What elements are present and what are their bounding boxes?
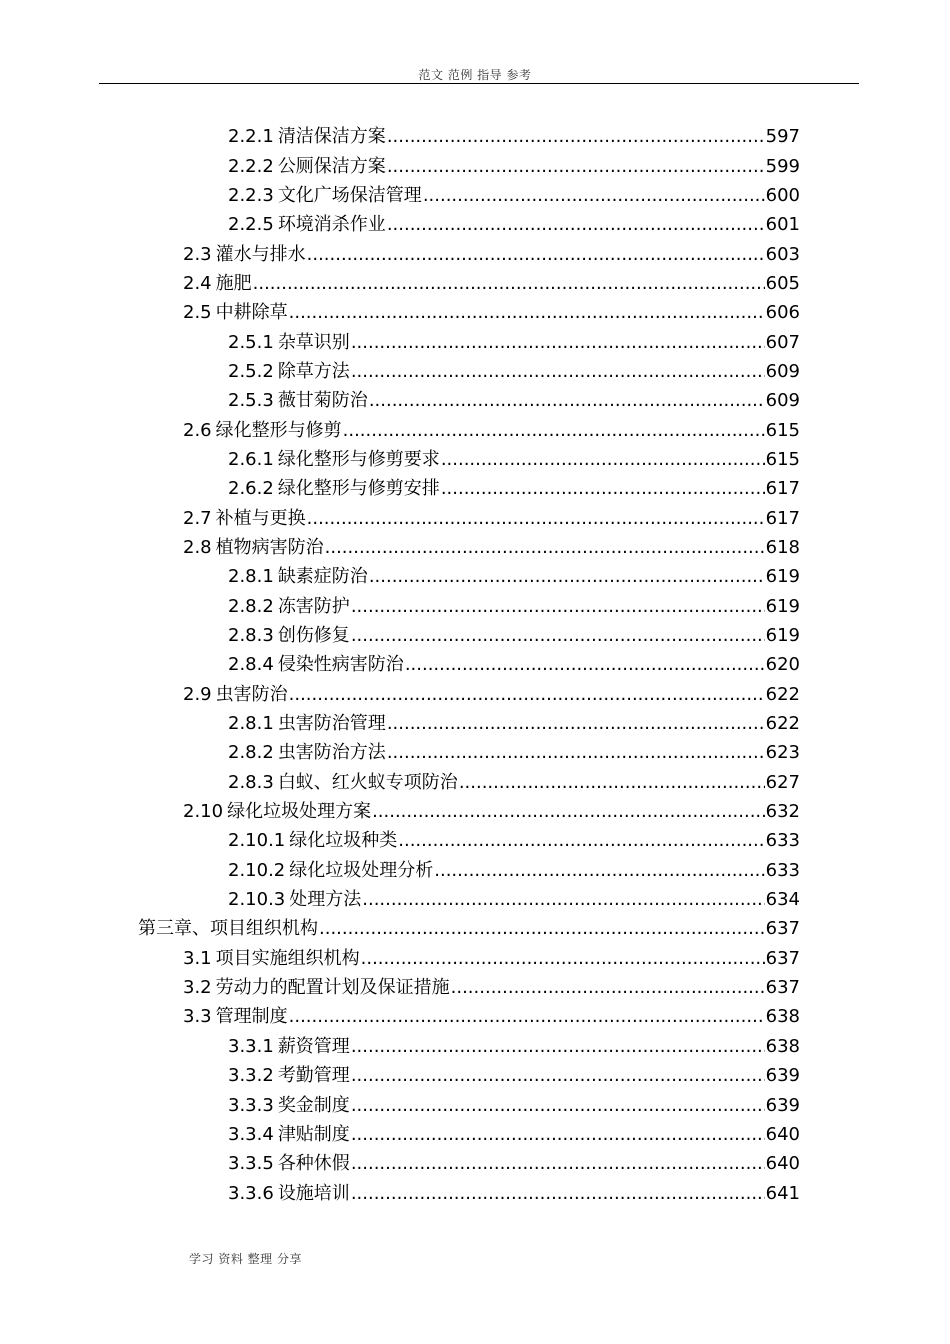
toc-entry-page-number: 627	[765, 771, 800, 793]
toc-entry-title: 项目实施组织机构	[215, 947, 360, 969]
toc-entry-page-number: 620	[765, 654, 800, 676]
toc-entry-number: 2.3	[183, 243, 212, 265]
toc-entry-number: 2.10.3	[228, 889, 286, 911]
toc-entry-title: 中耕除草	[215, 302, 288, 324]
toc-entry[interactable]	[0, 592, 800, 621]
toc-entry[interactable]	[0, 415, 800, 444]
toc-entry[interactable]	[0, 680, 800, 709]
toc-entry-page-number: 638	[765, 1035, 800, 1057]
toc-entry-number: 3.1	[183, 947, 212, 969]
toc-entry-page-number: 638	[765, 1006, 800, 1028]
toc-entry[interactable]	[0, 562, 800, 591]
toc-dot-leader	[351, 1091, 765, 1120]
toc-entry-page-number: 634	[765, 889, 800, 911]
toc-entry-number: 2.5.2	[228, 360, 274, 382]
toc-dot-leader	[289, 298, 765, 327]
toc-dot-leader	[351, 328, 765, 357]
toc-dot-leader	[372, 797, 765, 826]
toc-entry-page-number: 617	[765, 507, 800, 529]
toc-entry-number: 2.2.1	[228, 126, 274, 148]
toc-dot-leader	[434, 856, 764, 885]
toc-entry-number: 3.3.1	[228, 1035, 274, 1057]
toc-entry-number: 2.10.2	[228, 859, 286, 881]
toc-entry-page-number: 632	[765, 801, 800, 823]
toc-entry-title: 文化广场保洁管理	[277, 184, 422, 206]
toc-dot-leader	[319, 914, 765, 943]
toc-entry[interactable]	[0, 1178, 800, 1207]
toc-entry[interactable]	[0, 650, 800, 679]
toc-entry-title: 绿化整形与修剪安排	[277, 478, 440, 500]
toc-entry[interactable]	[0, 269, 800, 298]
toc-entry-page-number: 619	[765, 595, 800, 617]
toc-entry-number: 2.6	[183, 419, 212, 441]
toc-entry[interactable]	[0, 621, 800, 650]
toc-entry-page-number: 622	[765, 683, 800, 705]
toc-entry[interactable]	[0, 445, 800, 474]
toc-entry-number: 2.10.1	[228, 830, 286, 852]
toc-entry-page-number: 609	[765, 390, 800, 412]
toc-entry-page-number: 623	[765, 742, 800, 764]
toc-entry-number: 3.3.2	[228, 1065, 274, 1087]
toc-entry[interactable]	[0, 181, 800, 210]
toc-entry-title: 薇甘菊防治	[277, 390, 368, 412]
toc-entry-title: 白蚁、红火蚁专项防治	[277, 771, 458, 793]
toc-entry-title: 各种休假	[277, 1153, 350, 1175]
toc-dot-leader	[405, 650, 765, 679]
toc-entry-title: 虫害防治方法	[277, 742, 386, 764]
toc-entry-page-number: 619	[765, 566, 800, 588]
toc-entry[interactable]	[0, 738, 800, 767]
table-of-contents	[0, 122, 950, 1208]
toc-entry-title: 缺素症防治	[277, 566, 368, 588]
toc-entry[interactable]	[0, 298, 800, 327]
toc-entry[interactable]	[0, 1002, 800, 1031]
toc-entry[interactable]	[0, 709, 800, 738]
toc-dot-leader	[423, 181, 765, 210]
toc-entry-page-number: 618	[765, 536, 800, 558]
toc-entry-number: 2.8.3	[228, 771, 274, 793]
toc-dot-leader	[361, 944, 765, 973]
toc-dot-leader	[387, 122, 765, 151]
toc-dot-leader	[289, 680, 765, 709]
toc-entry-page-number: 615	[765, 448, 800, 470]
toc-entry-number: 2.7	[183, 507, 212, 529]
toc-entry-page-number: 622	[765, 713, 800, 735]
toc-entry-title: 绿化整形与修剪	[215, 419, 342, 441]
toc-entry-page-number: 609	[765, 360, 800, 382]
toc-entry-page-number: 639	[765, 1094, 800, 1116]
toc-dot-leader	[351, 592, 765, 621]
toc-entry-title: 虫害防治	[215, 683, 288, 705]
toc-entry-number: 3.3.6	[228, 1182, 274, 1204]
toc-dot-leader	[343, 416, 765, 445]
toc-dot-leader	[307, 504, 765, 533]
toc-dot-leader	[387, 210, 765, 239]
toc-dot-leader	[351, 357, 765, 386]
toc-entry-page-number: 640	[765, 1153, 800, 1175]
toc-entry-title: 施肥	[215, 272, 252, 294]
toc-entry-title: 管理制度	[215, 1006, 288, 1028]
toc-entry-title: 虫害防治管理	[277, 713, 386, 735]
toc-entry-page-number: 615	[765, 419, 800, 441]
toc-entry-title: 绿化整形与修剪要求	[277, 448, 440, 470]
toc-entry[interactable]	[0, 239, 800, 268]
toc-entry[interactable]	[0, 885, 800, 914]
toc-entry-page-number: 607	[765, 331, 800, 353]
toc-entry[interactable]	[0, 944, 800, 973]
toc-entry-page-number: 619	[765, 625, 800, 647]
toc-entry[interactable]	[0, 151, 800, 180]
toc-entry-number: 2.6.2	[228, 478, 274, 500]
toc-entry-number: 2.5.1	[228, 331, 274, 353]
toc-dot-leader	[351, 1061, 765, 1090]
toc-entry-number: 3.3.4	[228, 1123, 274, 1145]
toc-dot-leader	[351, 1149, 765, 1178]
toc-entry-number: 2.8	[183, 536, 212, 558]
toc-dot-leader	[325, 533, 765, 562]
toc-entry-title: 绿化垃圾种类	[289, 830, 398, 852]
toc-dot-leader	[253, 269, 765, 298]
toc-entry[interactable]	[0, 122, 800, 151]
toc-entry-number: 3.3.3	[228, 1094, 274, 1116]
toc-entry-number: 3.3.5	[228, 1153, 274, 1175]
toc-dot-leader	[387, 738, 765, 767]
toc-entry-page-number: 601	[765, 214, 800, 236]
page-header: 范文 范例 指导 参考	[418, 68, 532, 82]
header-divider	[99, 83, 859, 84]
toc-entry-title: 第三章、项目组织机构	[138, 918, 318, 940]
toc-entry-title: 创伤修复	[277, 625, 350, 647]
toc-entry-number: 3.3	[183, 1006, 212, 1028]
toc-entry-title: 除草方法	[277, 360, 350, 382]
toc-entry[interactable]	[0, 357, 800, 386]
toc-dot-leader	[441, 474, 765, 503]
toc-entry[interactable]	[0, 1120, 800, 1149]
toc-entry-title: 环境消杀作业	[277, 214, 386, 236]
toc-entry-number: 2.5.3	[228, 390, 274, 412]
toc-entry-page-number: 640	[765, 1123, 800, 1145]
toc-entry-number: 2.4	[183, 272, 212, 294]
toc-entry[interactable]	[0, 533, 800, 562]
toc-dot-leader	[441, 445, 765, 474]
toc-entry-page-number: 637	[765, 918, 800, 940]
toc-entry[interactable]	[0, 210, 800, 239]
toc-entry-title: 津贴制度	[277, 1123, 350, 1145]
toc-entry[interactable]	[0, 797, 800, 826]
toc-dot-leader	[459, 768, 765, 797]
toc-entry-title: 绿化垃圾处理分析	[289, 859, 434, 881]
toc-entry-number: 2.6.1	[228, 448, 274, 470]
toc-entry[interactable]	[0, 503, 800, 532]
toc-entry-number: 2.2.5	[228, 214, 274, 236]
toc-entry-title: 冻害防护	[277, 595, 350, 617]
toc-entry-number: 2.10	[183, 801, 224, 823]
toc-dot-leader	[387, 152, 765, 181]
toc-entry-page-number: 641	[765, 1182, 800, 1204]
toc-entry-number: 2.8.2	[228, 595, 274, 617]
toc-entry[interactable]	[0, 768, 800, 797]
toc-entry[interactable]	[0, 973, 800, 1002]
toc-entry-title: 公厕保洁方案	[277, 155, 386, 177]
toc-entry-title: 灌水与排水	[215, 243, 306, 265]
toc-entry-title: 补植与更换	[215, 507, 306, 529]
toc-entry[interactable]	[0, 1149, 800, 1178]
toc-entry-title: 处理方法	[289, 889, 362, 911]
toc-dot-leader	[351, 1179, 765, 1208]
toc-entry[interactable]	[0, 826, 800, 855]
toc-entry[interactable]	[0, 1090, 800, 1119]
toc-entry-number: 2.8.2	[228, 742, 274, 764]
toc-entry-page-number: 639	[765, 1065, 800, 1087]
toc-dot-leader	[351, 1120, 765, 1149]
toc-entry-number: 3.2	[183, 977, 212, 999]
toc-dot-leader	[307, 240, 765, 269]
toc-dot-leader	[369, 562, 765, 591]
toc-entry-page-number: 597	[765, 126, 800, 148]
toc-entry-page-number: 600	[765, 184, 800, 206]
toc-entry-number: 2.8.3	[228, 625, 274, 647]
toc-entry-title: 杂草识别	[277, 331, 350, 353]
toc-entry[interactable]	[0, 327, 800, 356]
toc-dot-leader	[398, 826, 764, 855]
toc-entry[interactable]	[0, 914, 800, 943]
toc-entry-title: 奖金制度	[277, 1094, 350, 1116]
toc-entry[interactable]	[0, 1061, 800, 1090]
toc-dot-leader	[362, 885, 764, 914]
toc-dot-leader	[351, 621, 765, 650]
toc-entry-number: 2.2.2	[228, 155, 274, 177]
toc-entry-page-number: 617	[765, 478, 800, 500]
toc-entry[interactable]	[0, 1032, 800, 1061]
toc-entry-title: 劳动力的配置计划及保证措施	[215, 977, 450, 999]
toc-entry-page-number: 606	[765, 302, 800, 324]
toc-entry-page-number: 605	[765, 272, 800, 294]
toc-entry-title: 设施培训	[277, 1182, 350, 1204]
toc-entry-title: 植物病害防治	[215, 536, 324, 558]
toc-dot-leader	[351, 1032, 765, 1061]
toc-entry-title: 清洁保洁方案	[277, 126, 386, 148]
toc-entry-number: 2.2.3	[228, 184, 274, 206]
toc-entry-page-number: 603	[765, 243, 800, 265]
toc-entry-title: 绿化垃圾处理方案	[227, 801, 372, 823]
toc-entry-page-number: 637	[765, 947, 800, 969]
toc-entry-page-number: 637	[765, 977, 800, 999]
toc-entry[interactable]	[0, 386, 800, 415]
toc-entry-number: 2.8.1	[228, 713, 274, 735]
toc-entry[interactable]	[0, 474, 800, 503]
toc-entry-title: 考勤管理	[277, 1065, 350, 1087]
toc-entry[interactable]	[0, 856, 800, 885]
toc-entry-title: 侵染性病害防治	[277, 654, 404, 676]
toc-entry-number: 2.8.4	[228, 654, 274, 676]
toc-entry-page-number: 599	[765, 155, 800, 177]
toc-dot-leader	[289, 1002, 765, 1031]
toc-entry-number: 2.8.1	[228, 566, 274, 588]
toc-entry-page-number: 633	[765, 830, 800, 852]
toc-dot-leader	[369, 386, 765, 415]
page-footer: 学习 资料 整理 分享	[189, 1252, 302, 1266]
toc-dot-leader	[451, 973, 765, 1002]
toc-entry-title: 薪资管理	[277, 1035, 350, 1057]
toc-entry-number: 2.5	[183, 302, 212, 324]
toc-entry-page-number: 633	[765, 859, 800, 881]
toc-entry-number: 2.9	[183, 683, 212, 705]
toc-dot-leader	[387, 709, 765, 738]
